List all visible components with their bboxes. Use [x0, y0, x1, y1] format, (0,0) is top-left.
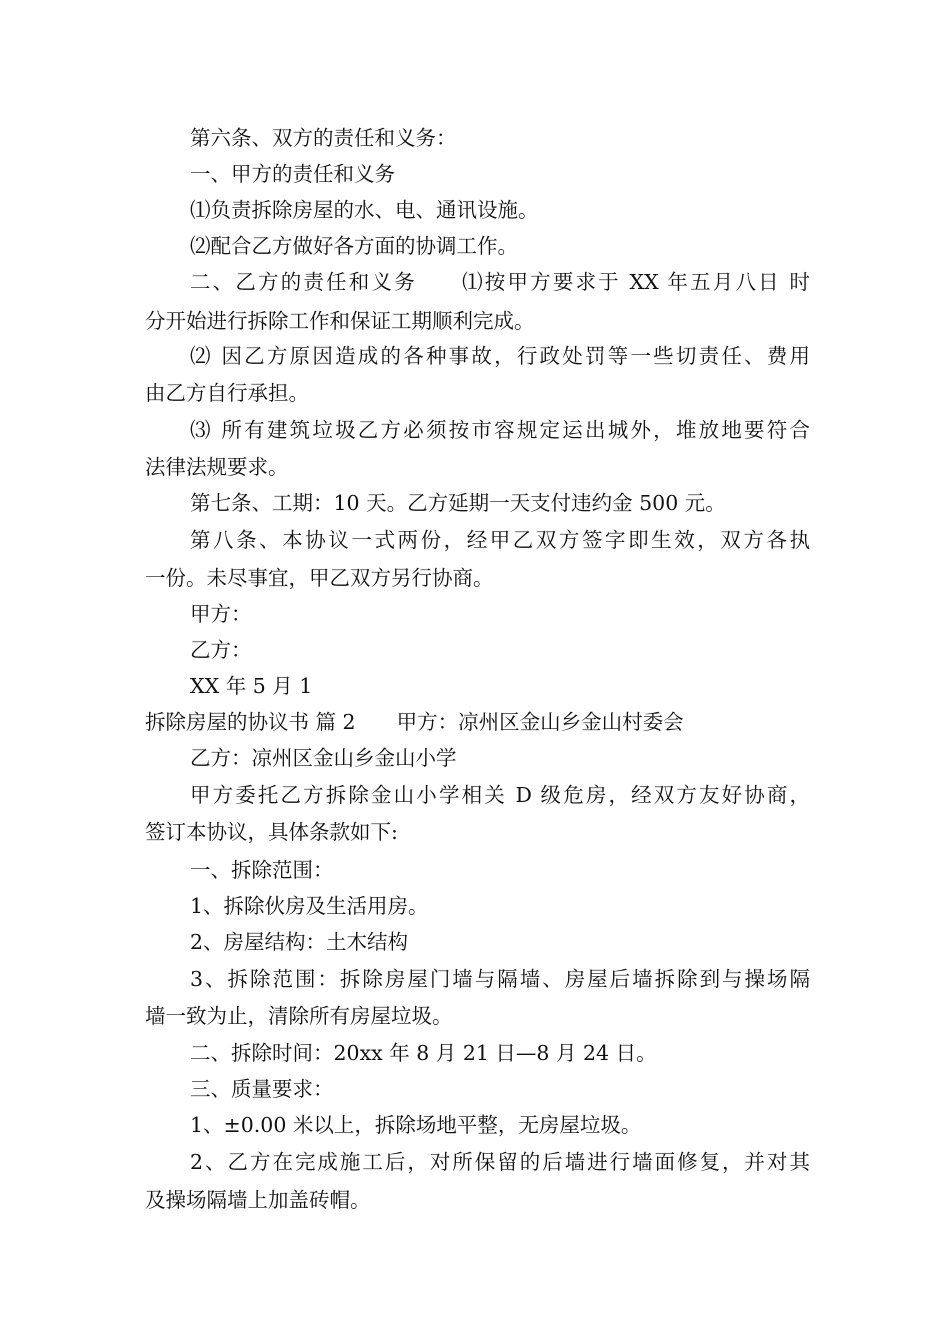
paragraph-line: 三、质量要求： — [190, 1077, 334, 1101]
paragraph-line: 第七条、工期：10 天。乙方延期一天支付违约金 500 元。 — [190, 491, 726, 515]
paragraph-line: 乙方：凉州区金山乡金山小学 — [190, 746, 457, 770]
paragraph-line: 及操场隔墙上加盖砖帽。 — [145, 1188, 371, 1212]
paragraph-line: ⑵ 因乙方原因造成的各种事故，行政处罚等一些切责任、费用 — [190, 344, 810, 368]
paragraph-line: 3、拆除范围：拆除房屋门墙与隔墙、房屋后墙拆除到与操场隔 — [190, 967, 810, 991]
paragraph-line: 拆除房屋的协议书 篇 2 甲方：凉州区金山乡金山村委会 — [145, 710, 684, 734]
paragraph-line: 由乙方自行承担。 — [145, 381, 309, 405]
paragraph-line: 墙一致为止，清除所有房屋垃圾。 — [145, 1004, 453, 1028]
paragraph-line: 一、甲方的责任和义务 — [190, 162, 395, 186]
paragraph-line: 第六条、双方的责任和义务： — [190, 126, 457, 150]
paragraph-line: 二、乙方的责任和义务 ⑴按甲方要求于 XX 年五月八日 时 — [190, 270, 810, 294]
paragraph-line: 分开始进行拆除工作和保证工期顺利完成。 — [145, 309, 535, 333]
paragraph-line: 1、±0.00 米以上，拆除场地平整，无房屋垃圾。 — [190, 1113, 642, 1137]
paragraph-line: 甲方委托乙方拆除金山小学相关 D 级危房，经双方友好协商， — [190, 783, 810, 807]
paragraph-line: 乙方： — [190, 638, 252, 662]
paragraph-line: 二、拆除时间：20xx 年 8 月 21 日—8 月 24 日。 — [190, 1041, 657, 1065]
paragraph-line: 签订本协议，具体条款如下: — [145, 820, 398, 844]
paragraph-line: XX 年 5 月 1 — [190, 674, 313, 698]
paragraph-line: 1、拆除伙房及生活用房。 — [190, 894, 429, 918]
paragraph-line: 2、房屋结构：土木结构 — [190, 930, 409, 954]
paragraph-line: 法律法规要求。 — [145, 455, 289, 479]
paragraph-line: 一、拆除范围： — [190, 858, 334, 882]
paragraph-line: 2、乙方在完成施工后，对所保留的后墙进行墙面修复，并对其 — [190, 1150, 810, 1174]
paragraph-line: ⑵配合乙方做好各方面的协调工作。 — [190, 234, 518, 258]
paragraph-line: ⑴负责拆除房屋的水、电、通讯设施。 — [190, 198, 539, 222]
paragraph-line: 一份。未尽事宜，甲乙双方另行协商。 — [145, 566, 494, 590]
paragraph-line: 第八条、本协议一式两份，经甲乙双方签字即生效，双方各执 — [190, 528, 810, 552]
paragraph-line: ⑶ 所有建筑垃圾乙方必须按市容规定运出城外，堆放地要符合 — [190, 418, 810, 442]
paragraph-line: 甲方： — [190, 602, 252, 626]
